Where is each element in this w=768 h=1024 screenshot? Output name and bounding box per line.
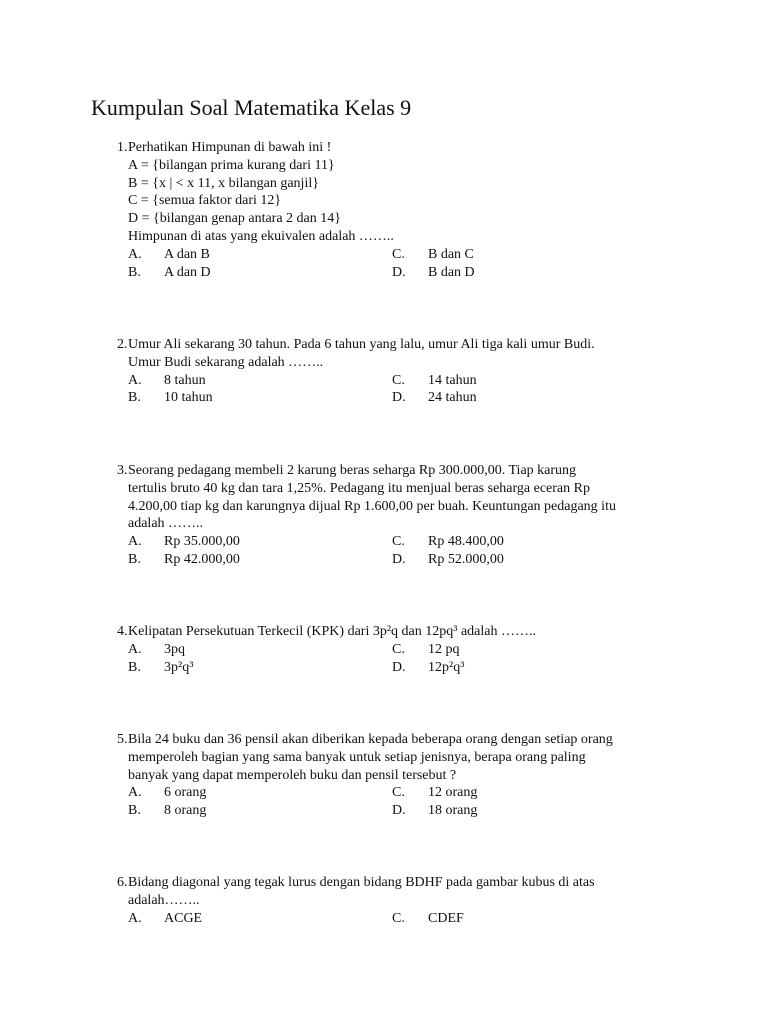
question-text-line: adalah …….. [128,516,204,532]
option-letter: D. [392,390,406,406]
option-letter: A. [128,910,142,926]
option-letter: B. [128,390,141,406]
option-letter: D. [392,551,406,567]
option-text: Rp 48.400,00 [428,534,504,550]
option-letter: C. [392,372,405,388]
option-letter: D. [392,659,406,675]
option-text: 24 tahun [428,390,477,406]
option-text: 3p²q³ [164,659,194,675]
question-number: 5. [117,732,128,747]
answer-options [117,784,662,820]
option-text: B dan C [428,246,474,262]
question-number: 6. [117,875,128,890]
question-3-first-line [117,462,662,480]
question-2 [117,336,662,407]
question-4-first-line [117,623,662,641]
option-letter: B. [128,803,141,819]
question-4 [117,623,662,676]
answer-options [117,533,662,569]
option-text: Rp 52.000,00 [428,551,504,567]
option-letter: A. [128,641,142,657]
question-5 [117,731,662,820]
question-text-line: C = {semua faktor dari 12} [128,193,282,209]
option-letter: C. [392,246,405,262]
question-2-first-line [117,336,662,354]
question-text-line: B = {x | < x 11, x bilangan ganjil} [128,175,319,191]
question-text-line: Bila 24 buku dan 36 pensil akan diberikan kepada beberapa orang dengan setiap orang [128,732,613,747]
question-text-line: Seorang pedagang membeli 2 karung beras seharga Rp 300.000,00. Tiap karung [128,463,577,478]
option-letter: C. [392,534,405,550]
option-text: A dan D [164,264,211,280]
option-text: 3pq [164,641,185,657]
question-text-line: Umur Budi sekarang adalah …….. [128,354,324,370]
option-text: A dan B [164,246,210,262]
question-text-line: Umur Ali sekarang 30 tahun. Pada 6 tahun yang lalu, umur Ali tiga kali umur Budi. [128,337,595,352]
question-text-line: Bidang diagonal yang tegak lurus dengan bidang BDHF pada gambar kubus di atas [128,875,595,890]
question-6-first-line [117,874,662,892]
option-letter: D. [392,264,406,280]
question-number: 1. [117,140,128,155]
question-number: 2. [117,337,128,352]
question-text-line: tertulis bruto 40 kg dan tara 1,25%. Pedagang itu menjual beras seharga eceran Rp [128,480,590,496]
question-text-line: D = {bilangan genap antara 2 dan 14} [128,211,341,227]
question-1-first-line [117,139,662,157]
answer-options [117,372,662,408]
option-text: 6 orang [164,785,207,801]
question-text-line: 4.200,00 tiap kg dan karungnya dijual Rp 1.600,00 per buah. Keuntungan pedagang itu [128,498,616,514]
option-text: B dan D [428,264,475,280]
question-text-line: Himpunan di atas yang ekuivalen adalah …….. [128,228,394,244]
question-5-first-line [117,731,662,749]
option-letter: A. [128,785,142,801]
question-number: 4. [117,624,128,639]
question-text-line: adalah…….. [128,892,200,908]
option-text: 18 orang [428,803,478,819]
question-text-line: Kelipatan Persekutuan Terkecil (KPK) dari 3p²q dan 12pq³ adalah …….. [128,624,536,639]
option-letter: A. [128,246,142,262]
option-text: 14 tahun [428,372,477,388]
question-text-line: Perhatikan Himpunan di bawah ini ! [128,140,332,155]
option-text: 8 tahun [164,372,206,388]
option-text: CDEF [428,910,464,926]
question-text-line: memperoleh bagian yang sama banyak untuk setiap jenisnya, berapa orang paling [128,749,586,765]
question-text-line: A = {bilangan prima kurang dari 11} [128,157,335,173]
option-text: 12 pq [428,641,460,657]
option-letter: A. [128,372,142,388]
option-letter: D. [392,803,406,819]
option-letter: A. [128,534,142,550]
question-number: 3. [117,463,128,478]
option-letter: B. [128,264,141,280]
option-letter: C. [392,910,405,926]
option-letter: B. [128,551,141,567]
answer-options [117,910,662,928]
option-text: 12 orang [428,785,478,801]
option-letter: C. [392,785,405,801]
option-text: 12p²q³ [428,659,465,675]
option-text: Rp 35.000,00 [164,534,240,550]
option-text: 8 orang [164,803,207,819]
document-title: Kumpulan Soal Matematika Kelas 9 [91,95,412,120]
option-text: Rp 42.000,00 [164,551,240,567]
question-3 [117,462,662,569]
question-1 [117,139,662,281]
answer-options [117,246,662,282]
question-text-line: banyak yang dapat memperoleh buku dan pensil tersebut ? [128,767,457,783]
option-text: ACGE [164,910,203,926]
answer-options [117,641,662,677]
question-6 [117,874,662,927]
option-text: 10 tahun [164,390,213,406]
option-letter: B. [128,659,141,675]
option-letter: C. [392,641,405,657]
